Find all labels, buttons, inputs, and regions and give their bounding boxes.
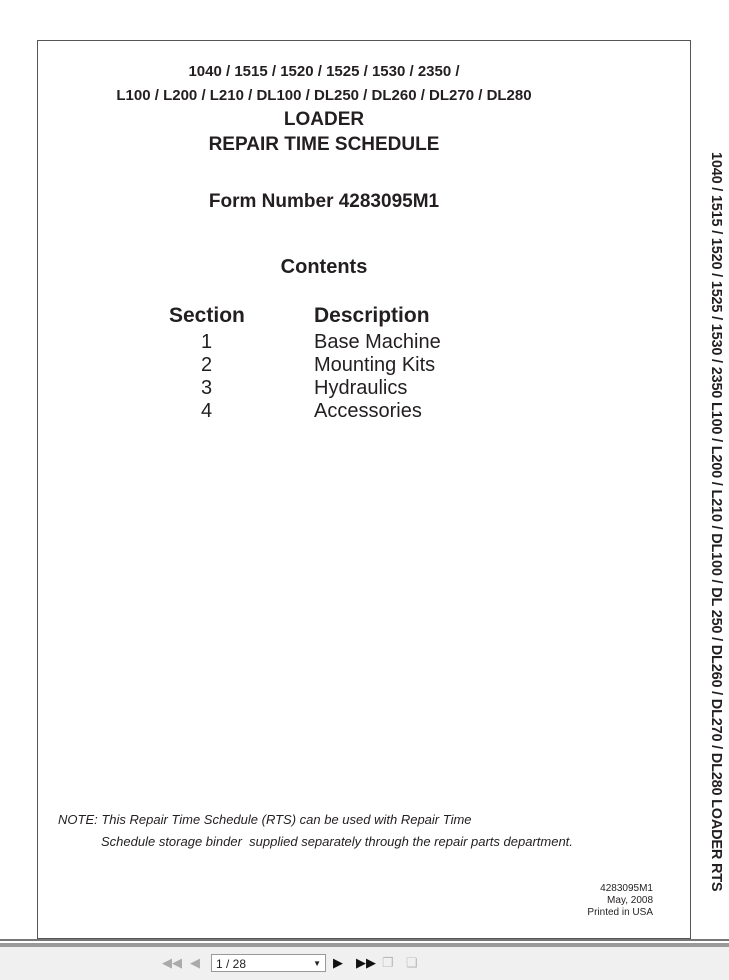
last-page-icon[interactable]: ▶▶: [356, 955, 376, 970]
form-number: Form Number 4283095M1: [208, 191, 440, 212]
two-page-view-icon[interactable]: ❏: [406, 955, 418, 970]
page-value: 1 / 28: [216, 957, 247, 971]
section-description: Hydraulics: [314, 377, 408, 399]
footer-form: 4283095M1: [600, 883, 653, 894]
footer-date: May, 2008: [607, 895, 653, 906]
section-number: 3: [201, 377, 213, 399]
chevron-down-icon[interactable]: ▼: [313, 959, 321, 968]
document-page: [37, 40, 691, 939]
page-number-select[interactable]: [211, 954, 326, 972]
contents-heading: Contents: [280, 256, 368, 278]
note: [58, 809, 573, 853]
section-descriptions: [314, 331, 441, 423]
section-number: 1: [201, 331, 213, 353]
section-description: Mounting Kits: [314, 354, 436, 376]
section-numbers: [201, 331, 212, 423]
note-line-1: NOTE: This Repair Time Schedule (RTS) can be used with Repair Time: [58, 812, 472, 827]
section-description: Accessories: [314, 400, 422, 422]
section-number: 2: [201, 354, 213, 376]
footer-printed: Printed in USA: [587, 907, 653, 918]
description-header: Description: [314, 304, 430, 327]
first-page-icon[interactable]: ◀◀: [162, 955, 182, 970]
prev-page-icon[interactable]: ◀: [190, 955, 200, 970]
section-description: Base Machine: [314, 331, 441, 353]
section-number: 4: [201, 400, 213, 422]
footer: [587, 883, 653, 919]
models-line-2: L100 / L200 / L210 / DL100 / DL250 / DL260 / DL270 / DL280: [116, 87, 532, 104]
doc-title: REPAIR TIME SCHEDULE: [208, 134, 440, 155]
product-title: LOADER: [283, 109, 365, 130]
next-page-icon[interactable]: ▶: [333, 955, 343, 970]
pdf-toolbar: [0, 943, 729, 980]
models-line-1: 1040 / 1515 / 1520 / 1525 / 1530 / 2350 /: [188, 63, 460, 80]
note-line-2: Schedule storage binder supplied separately through the repair parts department.: [101, 834, 573, 849]
single-page-view-icon[interactable]: ❐: [382, 955, 394, 970]
side-label: 1040 / 1515 / 1520 / 1525 / 1530 / 2350 L100 / L200 / L210 / DL100 / DL 250 / DL260 / DL270 / DL280 LOADER RTS: [708, 152, 724, 892]
section-header: Section: [169, 304, 245, 327]
